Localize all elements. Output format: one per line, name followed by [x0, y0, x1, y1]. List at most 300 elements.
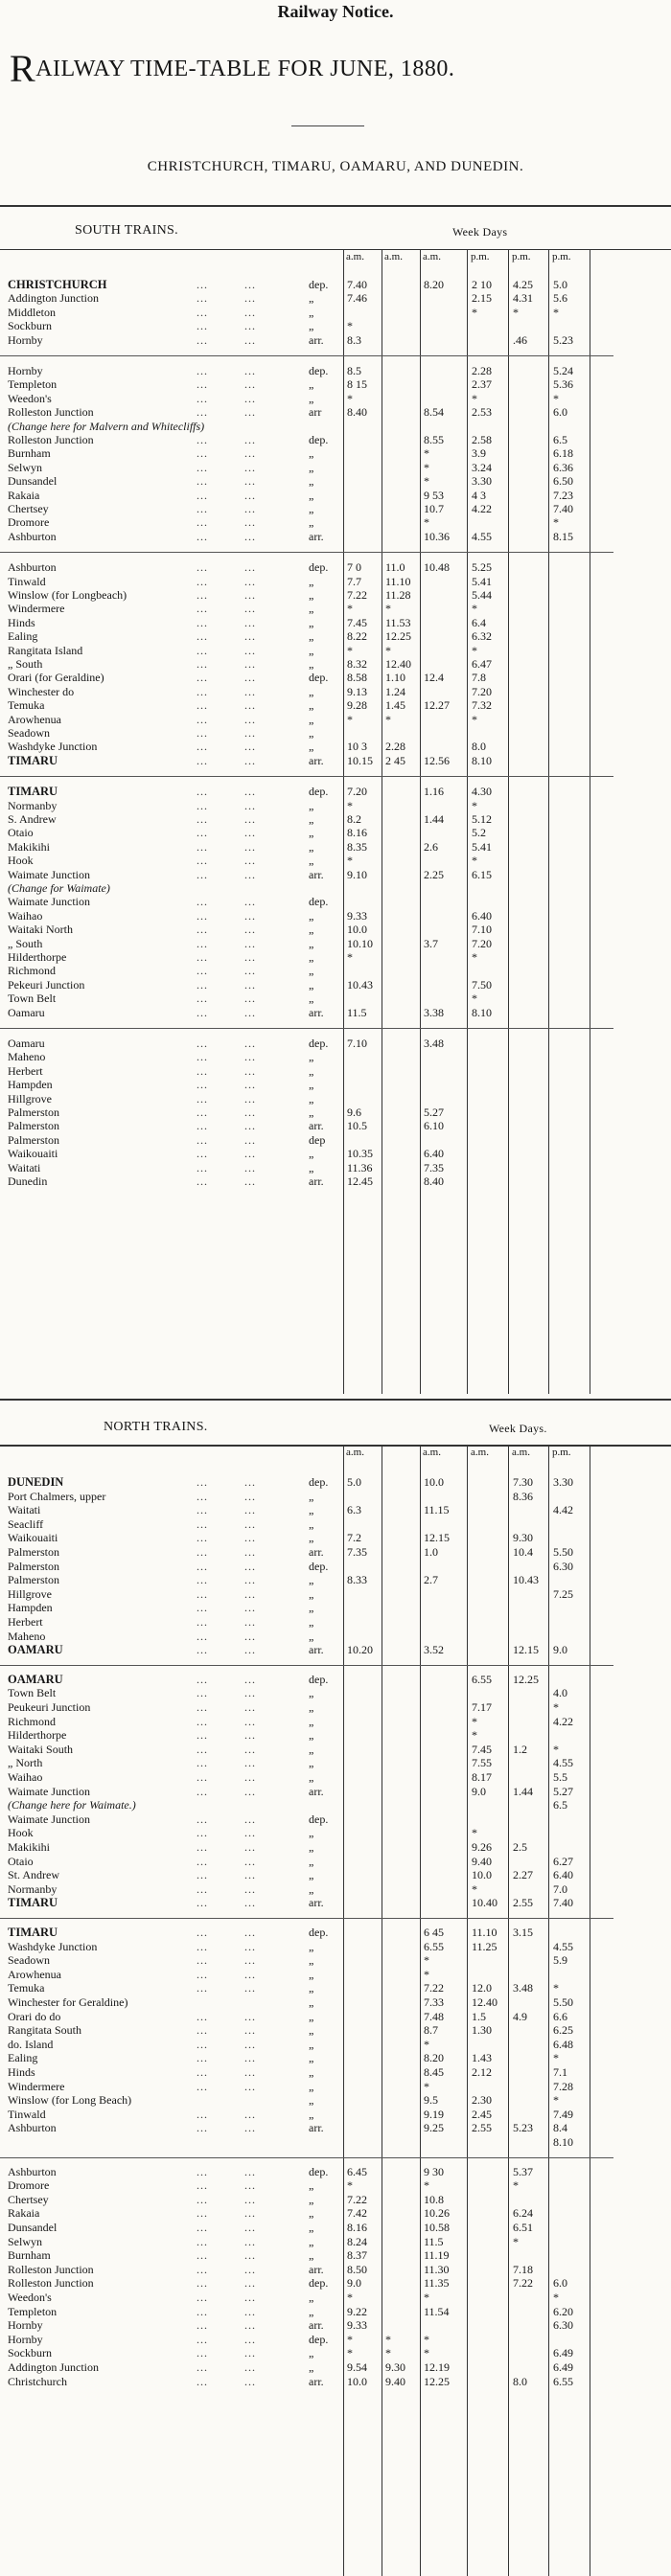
- time-cell: 8.16: [347, 826, 367, 840]
- leader-dots: ...: [197, 1005, 208, 1019]
- time-cell: 6.20: [553, 2304, 573, 2318]
- time-cell: 6.40: [424, 1147, 444, 1161]
- time-cell: 6.24: [513, 2206, 533, 2221]
- dep-arr-marker: „: [309, 992, 314, 1006]
- station-name: Addington Junction: [8, 2360, 99, 2374]
- time-cell: 7.20: [347, 785, 367, 799]
- time-cell: 12.19: [424, 2360, 450, 2374]
- time-cell: 7.28: [553, 2079, 573, 2093]
- time-cell: 3.38: [424, 1005, 444, 1019]
- time-cell: 8.20: [424, 2051, 444, 2065]
- time-cell: 4.0: [553, 1686, 567, 1700]
- leader-dots: ...: [197, 1784, 208, 1798]
- leader-dots: ...: [244, 1531, 256, 1545]
- leader-dots: ...: [244, 1826, 256, 1840]
- station-name: Hornby: [8, 2318, 43, 2333]
- station-name: Makikihi: [8, 1840, 50, 1854]
- dep-arr-marker: „: [309, 1742, 314, 1756]
- dep-arr-marker: „: [309, 615, 314, 629]
- station-name: Hornby: [8, 332, 43, 347]
- dep-arr-marker: „: [309, 712, 314, 726]
- time-cell: 12.15: [513, 1643, 539, 1657]
- table-row: [0, 333, 671, 347]
- time-cell: 10.4: [513, 1545, 533, 1559]
- leader-dots: ...: [197, 1091, 208, 1106]
- leader-dots: ...: [197, 574, 208, 588]
- time-cell: *: [424, 2037, 429, 2051]
- time-cell: 6.55: [424, 1939, 444, 1953]
- station-name: Chertsey: [8, 502, 49, 515]
- dep-arr-marker: „: [309, 391, 314, 405]
- time-cell: 5.41: [472, 574, 492, 588]
- time-cell: 12.25: [385, 629, 411, 644]
- leader-dots: ...: [197, 964, 208, 978]
- leader-dots: ...: [197, 867, 208, 881]
- time-cell: 1.30: [472, 2023, 492, 2038]
- leader-dots: ...: [244, 2304, 256, 2318]
- dep-arr-marker: „: [309, 2192, 314, 2206]
- table-row: [0, 2333, 671, 2346]
- leader-dots: ...: [244, 1742, 256, 1756]
- station-name: Burnham: [8, 446, 51, 461]
- time-cell: 7.40: [553, 1896, 573, 1910]
- station-name: Hampden: [8, 1078, 53, 1092]
- table-row: [0, 1855, 671, 1868]
- time-cell: 1.44: [424, 812, 444, 826]
- leader-dots: ...: [244, 753, 256, 767]
- table-row: [0, 785, 671, 798]
- dep-arr-marker: „: [309, 923, 314, 937]
- station-name: Ashburton: [8, 2121, 57, 2135]
- time-cell: *: [553, 1700, 559, 1714]
- table-row: [0, 1545, 671, 1559]
- leader-dots: ...: [197, 992, 208, 1006]
- time-cell: *: [424, 460, 429, 474]
- time-cell: 9.0: [553, 1643, 567, 1657]
- leader-dots: ...: [197, 2009, 208, 2023]
- dep-arr-marker: „: [309, 2009, 314, 2023]
- table-row: [0, 291, 671, 305]
- time-cell: 7.2: [347, 1531, 361, 1545]
- leader-dots: ...: [197, 2332, 208, 2346]
- dep-arr-marker: „: [309, 2221, 314, 2234]
- time-cell: 2 45: [385, 753, 405, 767]
- station-name: Hillgrove: [8, 1586, 52, 1601]
- time-cell: 4.55: [553, 1756, 573, 1770]
- table-row: [0, 2178, 671, 2192]
- station-name: Maheno: [8, 1629, 46, 1643]
- table-row: [0, 1161, 671, 1174]
- dep-arr-marker: „: [309, 2051, 314, 2065]
- dep-arr-marker: „: [309, 2107, 314, 2121]
- station-name: Hampden: [8, 1601, 53, 1615]
- leader-dots: ...: [197, 2346, 208, 2360]
- station-name: Ealing: [8, 2051, 38, 2065]
- time-cell: 5.27: [424, 1106, 444, 1119]
- leader-dots: ...: [197, 2023, 208, 2038]
- table-row: [0, 392, 671, 405]
- table-row: [0, 474, 671, 488]
- north-col-header-1: a.m.: [346, 1447, 364, 1458]
- time-cell: 10.43: [513, 1573, 539, 1587]
- time-cell: 8.5: [347, 364, 361, 377]
- dep-arr-marker: „: [309, 1826, 314, 1840]
- station-name: OAMARU: [8, 1643, 63, 1657]
- leader-dots: ...: [197, 1686, 208, 1700]
- leader-dots: ...: [244, 1559, 256, 1573]
- time-cell: 9.6: [347, 1106, 361, 1119]
- time-cell: *: [424, 474, 429, 489]
- time-cell: 8.16: [347, 2221, 367, 2234]
- leader-dots: ...: [197, 1174, 208, 1188]
- leader-dots: ...: [197, 560, 208, 575]
- dep-arr-marker: dep.: [309, 2332, 329, 2346]
- leader-dots: ...: [244, 574, 256, 588]
- station-name: Hook: [8, 854, 34, 868]
- leader-dots: ...: [244, 2121, 256, 2135]
- time-cell: 5.23: [513, 2121, 533, 2135]
- dep-arr-marker: „: [309, 305, 314, 319]
- leader-dots: ...: [197, 798, 208, 812]
- leader-dots: ...: [197, 1672, 208, 1686]
- time-cell: 5.37: [513, 2164, 533, 2178]
- dep-arr-marker: „: [309, 629, 314, 644]
- leader-dots: ...: [197, 1559, 208, 1573]
- time-cell: 9 30: [424, 2164, 444, 2178]
- time-cell: 9.25: [424, 2121, 444, 2135]
- time-cell: 6.47: [472, 657, 492, 671]
- time-cell: 7.7: [347, 574, 361, 588]
- leader-dots: ...: [244, 1714, 256, 1728]
- time-cell: 10.58: [424, 2221, 450, 2234]
- leader-dots: ...: [197, 377, 208, 392]
- time-cell: *: [424, 2178, 429, 2193]
- time-cell: 10.20: [347, 1643, 373, 1657]
- table-row: [0, 420, 671, 433]
- time-cell: 6.30: [553, 2318, 573, 2333]
- leader-dots: ...: [244, 923, 256, 937]
- time-cell: *: [472, 992, 477, 1006]
- station-name: Rangitata Island: [8, 643, 83, 657]
- station-name: Seadown: [8, 726, 50, 740]
- leader-dots: ...: [197, 446, 208, 461]
- table-row: [0, 2318, 671, 2332]
- table-row: [0, 2263, 671, 2276]
- time-cell: 5.0: [553, 278, 567, 291]
- table-row: [0, 2291, 671, 2304]
- dep-arr-marker: „: [309, 2234, 314, 2248]
- leader-dots: ...: [197, 1503, 208, 1517]
- dep-arr-marker: „: [309, 1615, 314, 1629]
- south-col-header-4: p.m.: [471, 251, 490, 262]
- leader-dots: ...: [244, 1586, 256, 1601]
- leader-dots: ...: [244, 2206, 256, 2221]
- station-name: Waitati: [8, 1160, 41, 1174]
- leader-dots: ...: [197, 1926, 208, 1939]
- leader-dots: ...: [197, 602, 208, 616]
- time-cell: 5.6: [553, 291, 567, 306]
- table-row: [0, 2165, 671, 2178]
- time-cell: *: [553, 2291, 559, 2304]
- time-cell: 5.27: [553, 1784, 573, 1798]
- north-col-header-4: a.m.: [471, 1447, 489, 1458]
- leader-dots: ...: [244, 1160, 256, 1174]
- leader-dots: ...: [244, 908, 256, 923]
- station-name: Waitati: [8, 1503, 41, 1517]
- dep-arr-marker: „: [309, 2360, 314, 2374]
- dep-arr-marker: „: [309, 1147, 314, 1161]
- time-cell: 7.22: [424, 1981, 444, 1995]
- time-cell: 8.24: [347, 2234, 367, 2248]
- dep-arr-marker: arr.: [309, 753, 324, 767]
- time-cell: 7.42: [347, 2206, 367, 2221]
- dep-arr-marker: „: [309, 2178, 314, 2193]
- time-cell: 6.18: [553, 446, 573, 461]
- time-cell: *: [347, 602, 353, 616]
- leader-dots: ...: [244, 529, 256, 543]
- leader-dots: ...: [197, 1840, 208, 1854]
- table-row: [0, 319, 671, 332]
- leader-dots: ...: [197, 1615, 208, 1629]
- time-cell: 10.36: [424, 529, 450, 543]
- leader-dots: ...: [197, 785, 208, 799]
- dep-arr-marker: „: [309, 908, 314, 923]
- leader-dots: ...: [244, 839, 256, 854]
- station-name: Rakaia: [8, 2206, 40, 2221]
- time-cell: 5.24: [553, 364, 573, 377]
- dep-arr-marker: dep.: [309, 785, 329, 799]
- table-row: [0, 868, 671, 881]
- leader-dots: ...: [244, 629, 256, 644]
- station-name: Ashburton: [8, 2164, 57, 2178]
- station-name: Hornby: [8, 2332, 43, 2346]
- leader-dots: ...: [244, 1756, 256, 1770]
- time-cell: 5.2: [472, 826, 486, 840]
- station-name: Oamaru: [8, 1005, 45, 1019]
- leader-dots: ...: [244, 1770, 256, 1784]
- time-cell: 6.15: [472, 867, 492, 881]
- leader-dots: ...: [197, 1939, 208, 1953]
- leader-dots: ...: [197, 908, 208, 923]
- time-cell: 7.20: [472, 936, 492, 950]
- time-cell: 11.0: [385, 560, 405, 575]
- time-cell: 10 3: [347, 740, 367, 754]
- dep-arr-marker: „: [309, 1503, 314, 1517]
- leader-dots: ...: [244, 950, 256, 964]
- dep-arr-marker: dep.: [309, 1926, 329, 1939]
- section-top-rule: [0, 205, 671, 207]
- time-cell: *: [347, 2291, 353, 2304]
- table-row: [0, 278, 671, 291]
- station-name: Dunsandel: [8, 474, 58, 489]
- south-week-days: Week Days: [452, 225, 508, 239]
- time-cell: 3.52: [424, 1643, 444, 1657]
- dep-arr-marker: arr.: [309, 2262, 324, 2276]
- leader-dots: ...: [197, 319, 208, 333]
- station-name: Richmond: [8, 1714, 56, 1728]
- table-row: [0, 1968, 671, 1981]
- dep-arr-marker: arr.: [309, 1545, 324, 1559]
- dep-arr-marker: dep.: [309, 1672, 329, 1686]
- leader-dots: ...: [197, 1714, 208, 1728]
- time-cell: 8.0: [513, 2374, 527, 2388]
- station-name: Waikouaiti: [8, 1531, 58, 1545]
- time-cell: 6.10: [424, 1119, 444, 1133]
- dep-arr-marker: „: [309, 574, 314, 588]
- table-row: [0, 2038, 671, 2051]
- table-row: [0, 1092, 671, 1106]
- dep-arr-marker: „: [309, 1078, 314, 1092]
- leader-dots: ...: [244, 1672, 256, 1686]
- time-cell: 12.27: [424, 698, 450, 713]
- station-name: Washdyke Junction: [8, 740, 98, 754]
- time-cell: 6.0: [553, 2276, 567, 2291]
- time-cell: 1.2: [513, 1742, 527, 1756]
- table-row: [0, 992, 671, 1005]
- station-name: Waitaki South: [8, 1742, 74, 1756]
- time-cell: 2 10: [472, 278, 492, 291]
- time-cell: 8.55: [424, 433, 444, 446]
- leader-dots: ...: [197, 2374, 208, 2388]
- station-name: Pekeuri Junction: [8, 977, 85, 992]
- leader-dots: ...: [244, 2318, 256, 2333]
- time-cell: 2.37: [472, 377, 492, 392]
- station-name: Winchester do: [8, 684, 75, 698]
- dep-arr-marker: „: [309, 964, 314, 978]
- leader-dots: ...: [197, 2192, 208, 2206]
- leader-dots: ...: [197, 1106, 208, 1119]
- table-row: [0, 1643, 671, 1656]
- time-cell: *: [347, 950, 353, 964]
- station-name: Otaio: [8, 826, 34, 840]
- time-cell: *: [347, 2332, 353, 2346]
- time-cell: *: [553, 515, 559, 530]
- time-cell: 12.40: [385, 657, 411, 671]
- time-cell: 7.18: [513, 2262, 533, 2276]
- time-cell: 12.40: [472, 1995, 497, 2009]
- dep-arr-marker: arr.: [309, 1005, 324, 1019]
- table-row: [0, 2023, 671, 2037]
- table-row: [0, 377, 671, 391]
- time-cell: 7.45: [472, 1742, 492, 1756]
- table-row: [0, 950, 671, 964]
- time-cell: 10.48: [424, 560, 450, 575]
- time-cell: 9.28: [347, 698, 367, 713]
- station-name: (Change for Waimate): [8, 881, 110, 895]
- time-cell: 6.32: [472, 629, 492, 644]
- time-cell: 6.51: [513, 2221, 533, 2234]
- table-row: [0, 2108, 671, 2121]
- dep-arr-marker: „: [309, 1700, 314, 1714]
- time-cell: 10.40: [472, 1896, 497, 1910]
- table-row: [0, 1673, 671, 1686]
- leader-dots: ...: [244, 1475, 256, 1489]
- table-row: [0, 895, 671, 908]
- station-name: Addington Junction: [8, 291, 99, 306]
- time-cell: 8.36: [513, 1489, 533, 1503]
- time-cell: 12.25: [424, 2374, 450, 2388]
- time-cell: *: [424, 515, 429, 530]
- time-cell: *: [385, 643, 391, 657]
- dep-arr-marker: dep.: [309, 895, 329, 909]
- leader-dots: ...: [244, 560, 256, 575]
- station-name: Tinwald: [8, 2107, 46, 2121]
- leader-dots: ...: [197, 1728, 208, 1743]
- leader-dots: ...: [244, 2037, 256, 2051]
- dep-arr-marker: „: [309, 1953, 314, 1968]
- leader-dots: ...: [197, 826, 208, 840]
- dep-arr-marker: dep.: [309, 1812, 329, 1826]
- dep-arr-marker: „: [309, 936, 314, 950]
- time-cell: 4.42: [553, 1503, 573, 1517]
- time-cell: 9.33: [347, 2318, 367, 2333]
- table-row: [0, 1896, 671, 1909]
- time-cell: 1.5: [472, 2009, 486, 2023]
- station-name: Peukeuri Junction: [8, 1700, 91, 1714]
- time-cell: 2.30: [472, 2093, 492, 2108]
- time-cell: 12.25: [513, 1672, 539, 1686]
- station-name: Windermere: [8, 602, 65, 616]
- table-row: [0, 909, 671, 923]
- time-cell: 7.17: [472, 1700, 492, 1714]
- time-cell: 1.45: [385, 698, 405, 713]
- leader-dots: ...: [197, 726, 208, 740]
- time-cell: 8.20: [424, 278, 444, 291]
- station-name: Selwyn: [8, 460, 42, 474]
- leader-dots: ...: [197, 1953, 208, 1968]
- table-row: [0, 726, 671, 740]
- leader-dots: ...: [197, 950, 208, 964]
- station-name: Waimate Junction: [8, 895, 91, 909]
- time-cell: 7.46: [347, 291, 367, 306]
- dep-arr-marker: „: [309, 726, 314, 740]
- table-row: [0, 1700, 671, 1714]
- dep-arr-marker: „: [309, 826, 314, 840]
- block-separator: [0, 1028, 613, 1029]
- station-name: DUNEDIN: [8, 1475, 64, 1489]
- north-col-header-6: p.m.: [552, 1447, 571, 1458]
- station-name: Temuka: [8, 1981, 45, 1995]
- time-cell: 1.24: [385, 684, 405, 698]
- leader-dots: ...: [197, 1601, 208, 1615]
- leader-dots: ...: [244, 684, 256, 698]
- time-cell: 2.28: [472, 364, 492, 377]
- station-name: Hornby: [8, 364, 43, 377]
- table-row: [0, 840, 671, 854]
- leader-dots: ...: [244, 671, 256, 685]
- leader-dots: ...: [244, 377, 256, 392]
- leader-dots: ...: [244, 433, 256, 446]
- table-row: [0, 713, 671, 726]
- table-row: [0, 2276, 671, 2290]
- leader-dots: ...: [244, 1489, 256, 1503]
- station-name: Dromore: [8, 2178, 50, 2193]
- station-name: Winslow (for Long Beach): [8, 2093, 132, 2108]
- table-row: [0, 937, 671, 950]
- time-cell: 4 3: [472, 488, 486, 502]
- block-separator: [0, 776, 613, 777]
- station-name: S. Andrew: [8, 812, 57, 826]
- leader-dots: ...: [244, 826, 256, 840]
- station-name: TIMARU: [8, 1896, 58, 1910]
- leader-dots: ...: [244, 992, 256, 1006]
- station-name: Selwyn: [8, 2234, 42, 2248]
- leader-dots: ...: [244, 798, 256, 812]
- dep-arr-marker: „: [309, 1050, 314, 1064]
- dep-arr-marker: „: [309, 1967, 314, 1981]
- station-name: Waihao: [8, 1770, 43, 1784]
- leader-dots: ...: [244, 1516, 256, 1531]
